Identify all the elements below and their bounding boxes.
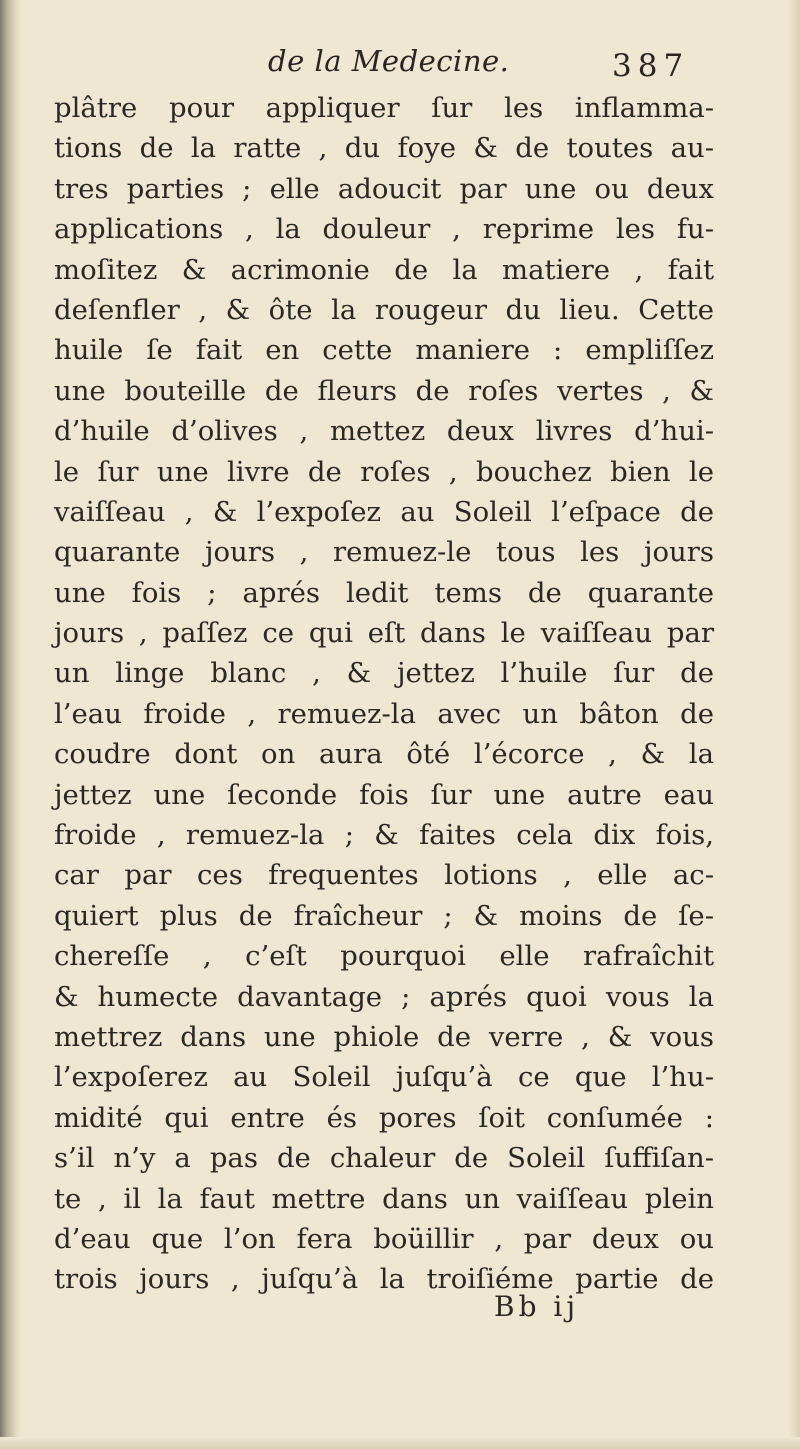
running-title: de la Medecine. [268, 44, 510, 78]
text-line: mettrez dans une phiole de verre , & vous [54, 1020, 714, 1053]
text-line: un linge blanc , & jettez l’huile ſur de [54, 657, 714, 690]
text-line: huile ſe fait en cette maniere : empliſſez [54, 334, 714, 367]
text-line: froide , remuez-la ; & faites cela dix fois, [54, 819, 714, 852]
body-text [54, 88, 714, 1300]
text-line: & humecte davantage ; aprés quoi vous la [54, 980, 714, 1013]
text-line: quiert plus de fraîcheur ; & moins de ſe- [54, 899, 714, 932]
text-line: midité qui entre és pores ſoit conſumée : [54, 1101, 714, 1134]
text-line: jours , paſſez ce qui eſt dans le vaiſſeau par [54, 617, 714, 650]
text-line: trois jours , juſqu’à la troiſiéme partie de [54, 1263, 714, 1296]
text-line: s’il n’y a pas de chaleur de Soleil ſuffiſan- [54, 1142, 714, 1175]
text-line: l’eau froide , remuez-la avec un bâton de [54, 697, 714, 730]
text-line: l’expoſerez au Soleil juſqu’à ce que l’hu- [54, 1061, 714, 1094]
text-line: une bouteille de fleurs de roſes vertes , & [54, 374, 714, 407]
page-header [0, 40, 800, 84]
text-line: plâtre pour appliquer ſur les inflamma- [54, 92, 714, 124]
text-line: chereſſe , c’eſt pourquoi elle rafraîchit [54, 940, 714, 973]
text-line: vaiſſeau , & l’expoſez au Soleil l’eſpace de [54, 495, 714, 528]
text-line: jettez une ſeconde fois ſur une autre eau [54, 778, 714, 811]
text-line: tions de la ratte , du foye & de toutes au- [54, 132, 714, 165]
text-line: deſenfler , & ôte la rougeur du lieu. Cette [54, 293, 714, 326]
text-line: tres parties ; elle adoucit par une ou deux [54, 172, 714, 205]
page-edge-bottom [0, 1437, 800, 1449]
signature-mark: Bb ij [494, 1290, 580, 1323]
text-line: coudre dont on aura ôté l’écorce , & la [54, 738, 714, 771]
text-line: te , il la faut mettre dans un vaiſſeau plein [54, 1182, 714, 1215]
page-edge-right [788, 0, 800, 1449]
text-line: car par ces frequentes lotions , elle ac- [54, 859, 714, 892]
binding-gutter [0, 0, 22, 1449]
text-line: quarante jours , remuez-le tous les jours [54, 536, 714, 569]
text-line: applications , la douleur , reprime les fu- [54, 213, 714, 246]
text-line: le ſur une livre de roſes , bouchez bien le [54, 455, 714, 488]
text-line: d’huile d’olives , mettez deux livres d’hui- [54, 415, 714, 448]
page-number: 387 [612, 48, 690, 84]
text-line: moſitez & acrimonie de la matiere , fait [54, 253, 714, 286]
text-line: une fois ; aprés ledit tems de quarante [54, 576, 714, 609]
text-line: d’eau que l’on fera boüillir , par deux ou [54, 1222, 714, 1255]
